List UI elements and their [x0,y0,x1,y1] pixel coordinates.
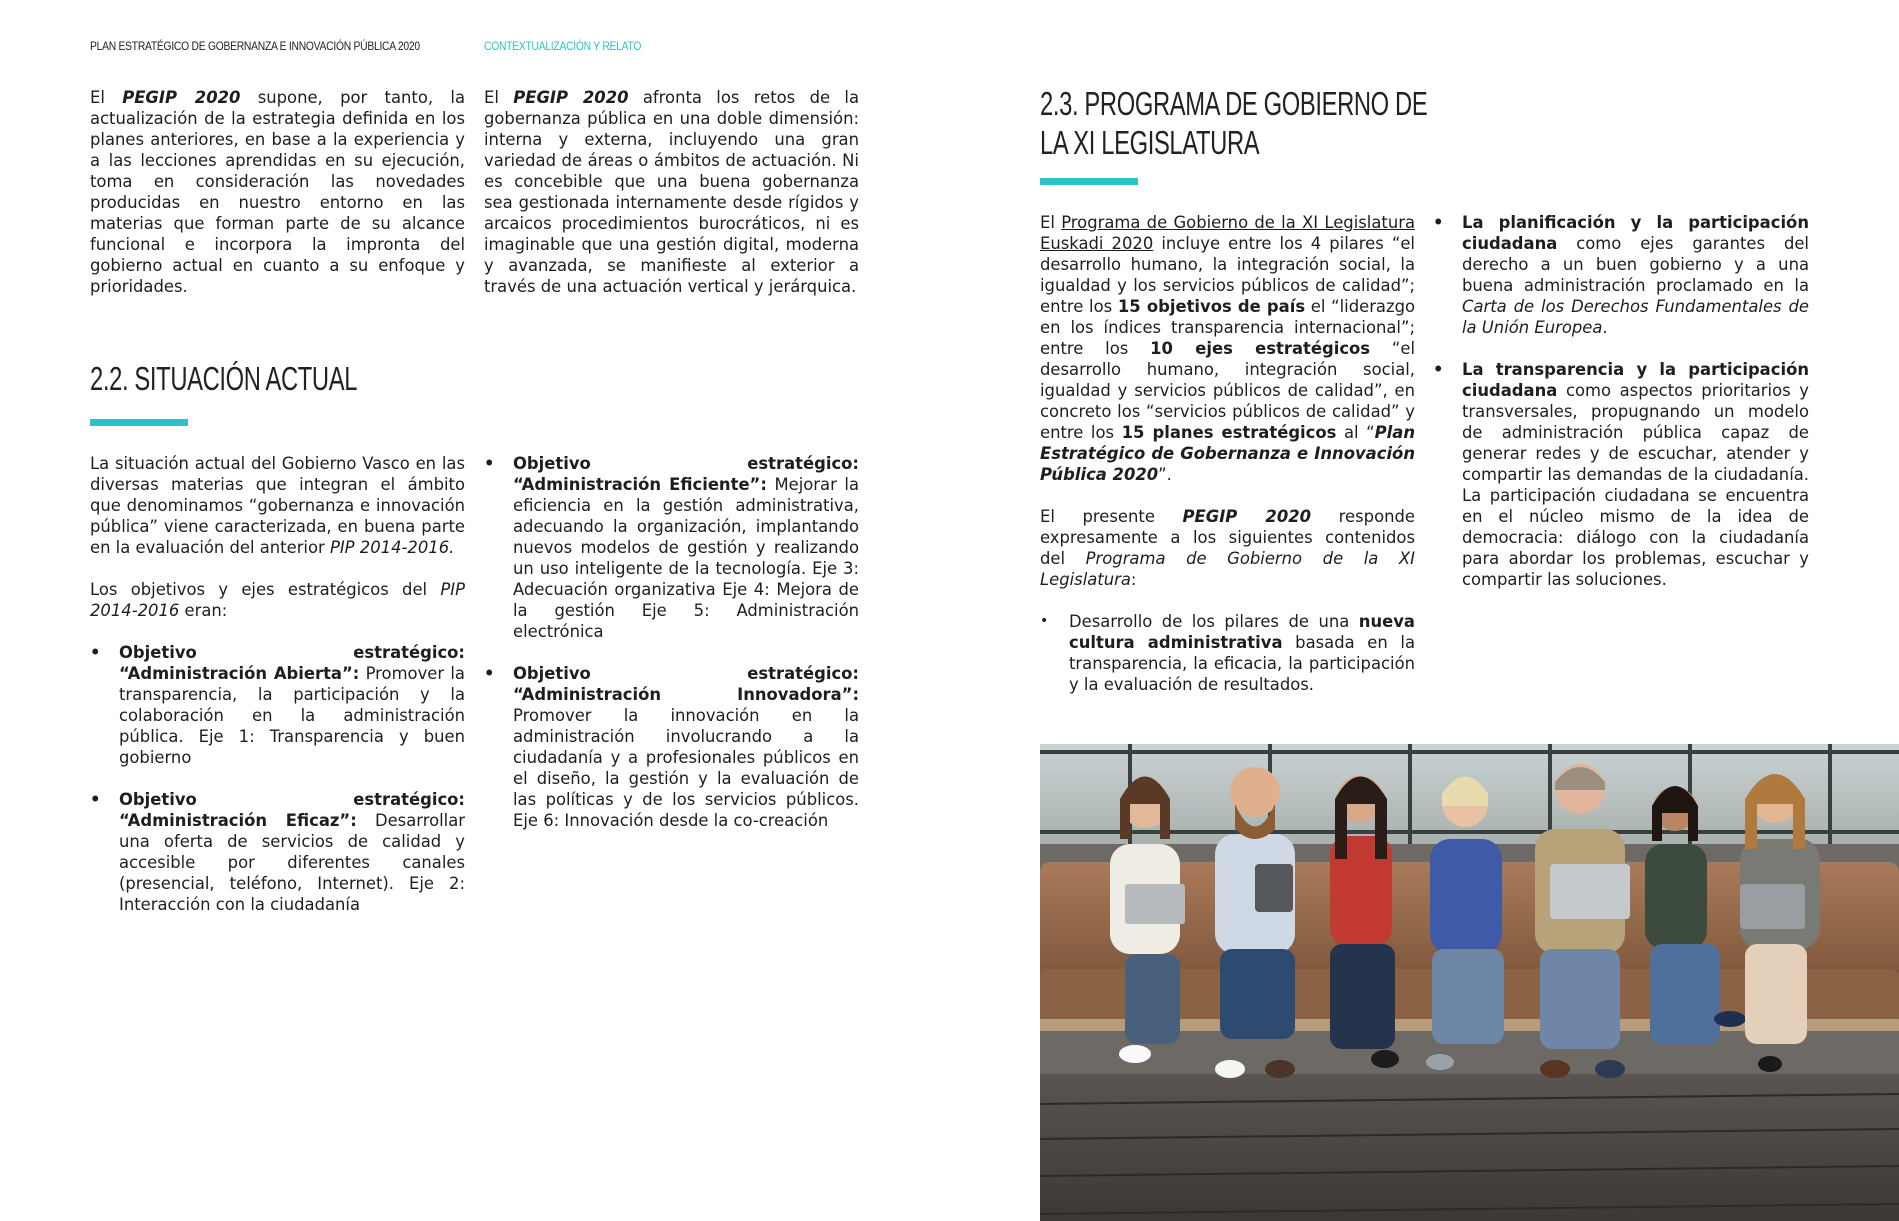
section-2-2-column-2 [484,453,859,852]
list-item: • Desarrollo de los pilares de una nueva cultura administrativa basada en la transparencia, la eficacia, la participación y la evaluación de resultados. [1040,611,1415,695]
situacion-paragraph: La situación actual del Gobierno Vasco en las diversas materias que integran el ámbito que denominamos “gobernanza e innovación pública” viene caracterizada, en buena parte en la evaluación del anterior PIP 2014-2016. [90,454,465,557]
list-item: • La planificación y la participación ciudadana como ejes garantes del derecho a un buen gobierno y a una buena administración proclamado en la Carta de los Derechos Fundamentales de la Unión Europea. [1433,212,1809,338]
list-item: • Objetivo estratégico: “Administración Abierta”: Promover la transparencia, la participación y la colaboración en la administración pública. Eje 1: Transparencia y buen gobierno [90,642,465,768]
objetivos-intro-paragraph: Los objetivos y ejes estratégicos del PIP 2014-2016 eran: [90,580,465,620]
pegip-responde-paragraph: El presente PEGIP 2020 responde expresamente a los siguientes contenidos del Programa de Gobierno de la XI Legislatura: [1040,507,1415,589]
section-2-3-column-1 [1040,212,1415,716]
section-2-3-title-line-1: 2.3. PROGRAMA DE GOBIERNO DE [1040,85,1428,122]
contenidos-list-2 [1433,212,1809,590]
list-item: • Objetivo estratégico: “Administración Eficaz”: Desarrollar una oferta de servicios de calidad y accesible por diferentes canales (presencial, teléfono, Internet). Eje 2: Interacción con la ciudadanía [90,789,465,915]
contenidos-list-1 [1040,611,1415,695]
intro-column-2 [484,87,859,318]
section-2-3-title-line-2: LA XI LEGISLATURA [1040,124,1260,161]
objetivos-list-1 [90,642,465,915]
group-photo-illustration [1040,744,1899,1221]
group-photo [1040,744,1899,1221]
section-2-2-accent-bar [90,419,188,426]
section-2-2-title: 2.2. SITUACIÓN ACTUAL [90,360,358,397]
intro-paragraph-2: El PEGIP 2020 afronta los retos de la gobernanza pública en una doble dimensión: interna y externa, incluyendo una gran variedad de áreas o ámbitos de actuación. Ni es concebible que una buena gobernanza sea gestionada internamente desde rígidos y arcaicos procedimientos burocráticos, ni es imaginable que una gestión digital, moderna y avanzada, se manifieste al exterior a través de una actuación vertical y jerárquica. [484,88,860,296]
programa-gobierno-link[interactable]: Programa de Gobierno de la XI Legislatura Euskadi 2020 [1040,213,1416,253]
section-2-2-column-1 [90,453,465,936]
list-item: • La transparencia y la participación ciudadana como aspectos prioritarios y transversales, propugnando un modelo de administración pública capaz de generar redes y de escuchar, atender y compartir las demandas de la ciudadanía. La participación ciudadana se encuentra en el núcleo mismo de la idea de democracia: diálogo con la ciudadanía para abordar los problemas, escuchar y compartir las soluciones. [1433,359,1809,590]
section-2-3-column-2 [1433,212,1809,611]
section-2-3-accent-bar [1040,178,1138,185]
list-item: • Objetivo estratégico: “Administración Eficiente”: Mejorar la eficiencia en la gestión administrativa, adecuando la organización, implantando nuevos modelos de gestión y realizando un uso inteligente de la tecnología. Eje 3: Adecuación organizativa Eje 4: Mejora de la gestión Eje 5: Administración electrónica [484,453,859,642]
section-2-3-title [1040,84,1427,162]
intro-paragraph-1: El PEGIP 2020 supone, por tanto, la actualización de la estrategia definida en los planes anteriores, en base a la experiencia y a las lecciones aprendidas en su ejecución, toma en consideración las novedades producidas en nuestro entorno en las materias que forman parte de su alcance funcional e incorpora la impronta del gobierno actual en cuanto a su enfoque y prioridades. [90,88,465,296]
programa-paragraph: El Programa de Gobierno de la XI Legislatura Euskadi 2020 incluye entre los 4 pilares “el desarrollo humano, la integración social, la igualdad y los servicios públicos de calidad”; entre los 15 objetivos de país el “liderazgo en los índices transparencia internacional”; entre los 10 ejes estratégicos “el desarrollo humano, integración social, igualdad y servicios públicos de calidad”, en concreto los “servicios públicos de calidad” y entre los 15 planes estratégicos al “Plan Estratégico de Gobernanza e Innovación Pública 2020”. [1040,213,1416,484]
list-item: • Objetivo estratégico: “Administración Innovadora”: Promover la innovación en la administración involucrando a la ciudadanía y a profesionales públicos en el diseño, la gestión y la evaluación de las políticas y de los servicios públicos. Eje 6: Innovación desde la co-creación [484,663,859,831]
section-running-title: CONTEXTUALIZACIÓN Y RELATO [484,39,642,53]
intro-column-1 [90,87,465,318]
document-running-title: PLAN ESTRATÉGICO DE GOBERNANZA E INNOVACIÓN PÚBLICA 2020 [90,39,420,53]
objetivos-list-2 [484,453,859,831]
